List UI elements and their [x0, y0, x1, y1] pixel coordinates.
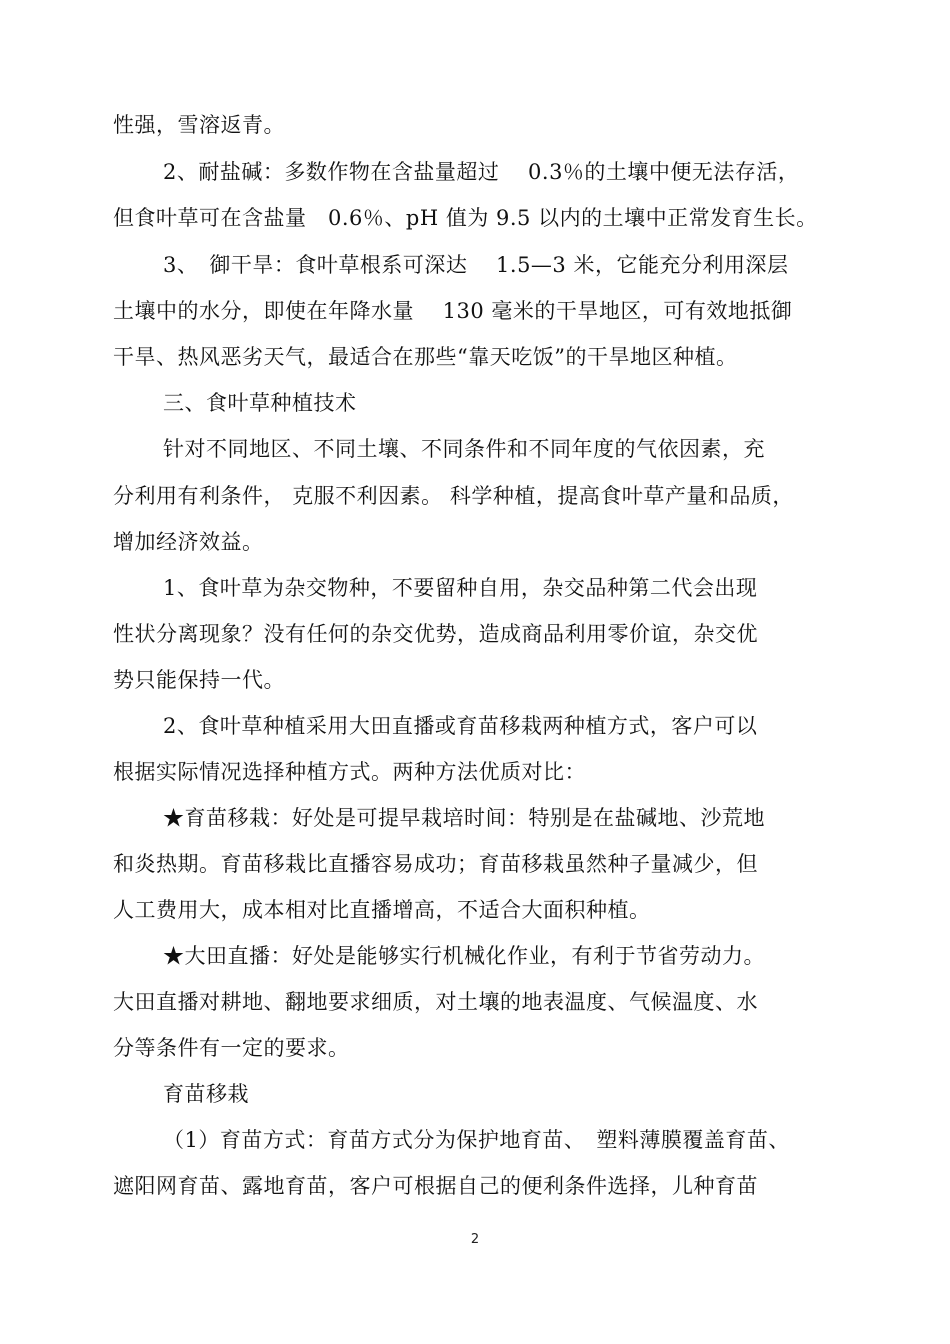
- paragraph-line: 土壤中的水分，即使在年降水量 130 毫米的干旱地区，可有效地抵御: [113, 299, 793, 323]
- paragraph-line: 势只能保持一代。: [113, 668, 285, 692]
- section-heading: 三、食叶草种植技术: [163, 391, 357, 415]
- paragraph-line: 大田直播对耕地、翻地要求细质，对土壤的地表温度、气候温度、水: [113, 990, 758, 1014]
- paragraph-line: 干旱、热风恶劣天气，最适合在那些“靠天吃饭”的干旱地区种植。: [113, 345, 738, 369]
- paragraph-line: 和炎热期。育苗移栽比直播容易成功；育苗移栽虽然种子量减少，但: [113, 852, 758, 876]
- paragraph-line: 遮阳网育苗、露地育苗，客户可根据自己的便利条件选择，儿种育苗: [113, 1174, 758, 1198]
- paragraph-line: 性状分离现象？没有任何的杂交优势，造成商品利用零价谊，杂交优: [113, 622, 758, 646]
- subsection-heading: 育苗移栽: [163, 1082, 249, 1106]
- paragraph-line: 针对不同地区、不同土壤、不同条件和不同年度的气依因素，充: [163, 437, 765, 461]
- paragraph-line: （1）育苗方式：育苗方式分为保护地育苗、 塑料薄膜覆盖育苗、: [163, 1128, 790, 1152]
- page-number: 2: [470, 1232, 480, 1247]
- paragraph-line: ★大田直播：好处是能够实行机械化作业，有利于节省劳动力。: [163, 944, 765, 968]
- paragraph-line: ★育苗移栽：好处是可提早栽培时间：特别是在盐碱地、沙荒地: [163, 806, 765, 830]
- paragraph-line: 性强，雪溶返青。: [113, 113, 285, 137]
- paragraph-line: 1、食叶草为杂交物种，不要留种自用，杂交品种第二代会出现: [163, 576, 758, 600]
- paragraph-line: 3、 御干旱：食叶草根系可深达 1.5—3 米，它能充分利用深层: [163, 253, 789, 277]
- paragraph-line: 分利用有利条件， 克服不利因素。 科学种植，提高食叶草产量和品质，: [113, 484, 794, 508]
- paragraph-line: 根据实际情况选择种植方式。两种方法优质对比：: [113, 760, 586, 784]
- paragraph-line: 人工费用大，成本相对比直播增高，不适合大面积种植。: [113, 898, 651, 922]
- paragraph-line: 增加经济效益。: [113, 530, 264, 554]
- paragraph-line: 2、食叶草种植采用大田直播或育苗移栽两种植方式，客户可以: [163, 714, 758, 738]
- paragraph-line: 分等条件有一定的要求。: [113, 1036, 350, 1060]
- paragraph-line: 2、耐盐碱：多数作物在含盐量超过 0.3％的土壤中便无法存活，: [163, 160, 800, 184]
- paragraph-line: 但食叶草可在含盐量 0.6％、pH 值为 9.5 以内的土壤中正常发育生长。: [113, 206, 818, 230]
